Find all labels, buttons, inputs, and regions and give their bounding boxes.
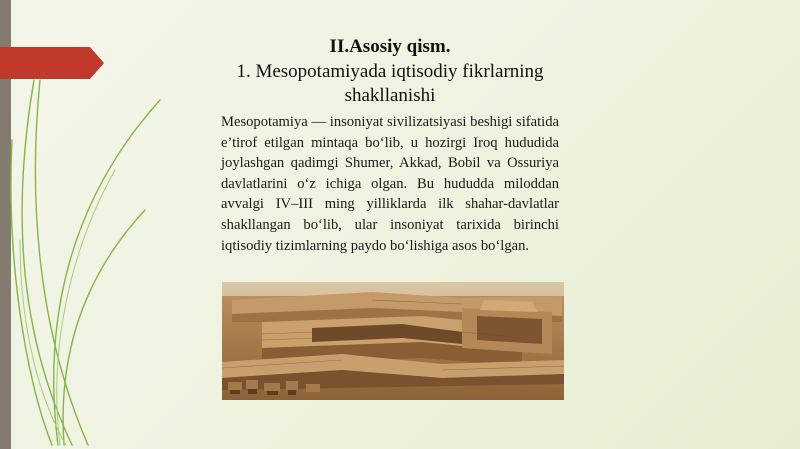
- body-paragraph: Mesopotamiya — insoniyat sivilizatsiyasi beshigi sifatida e’tirof etilgan mintaqa bo‘lib, u hozirgi Iroq hududida joylashgan qadimgi Shumer, Akkad, Bobil va Ossuriya davlatlarini o‘z ichiga olgan. Bu hududda miloddan avvalgi IV–III ming yilliklarda ilk shahar-davlatlar shakllangan bo‘lib, ular insoniyat tarixida birinchi iqtisodiy tizimlarning paydo bo‘lishiga asos bo‘lgan.: [221, 114, 559, 254]
- ruins-illustration: [222, 282, 564, 400]
- slide-header: [190, 36, 590, 108]
- red-tab-marker: [0, 47, 104, 79]
- section-title: II.Asosiy qism.: [329, 36, 451, 57]
- mesopotamia-ruins-image: [222, 282, 564, 400]
- slide-subtitle: 1. Mesopotamiyada iqtisodiy fikrlarning shakllanishi: [236, 61, 544, 106]
